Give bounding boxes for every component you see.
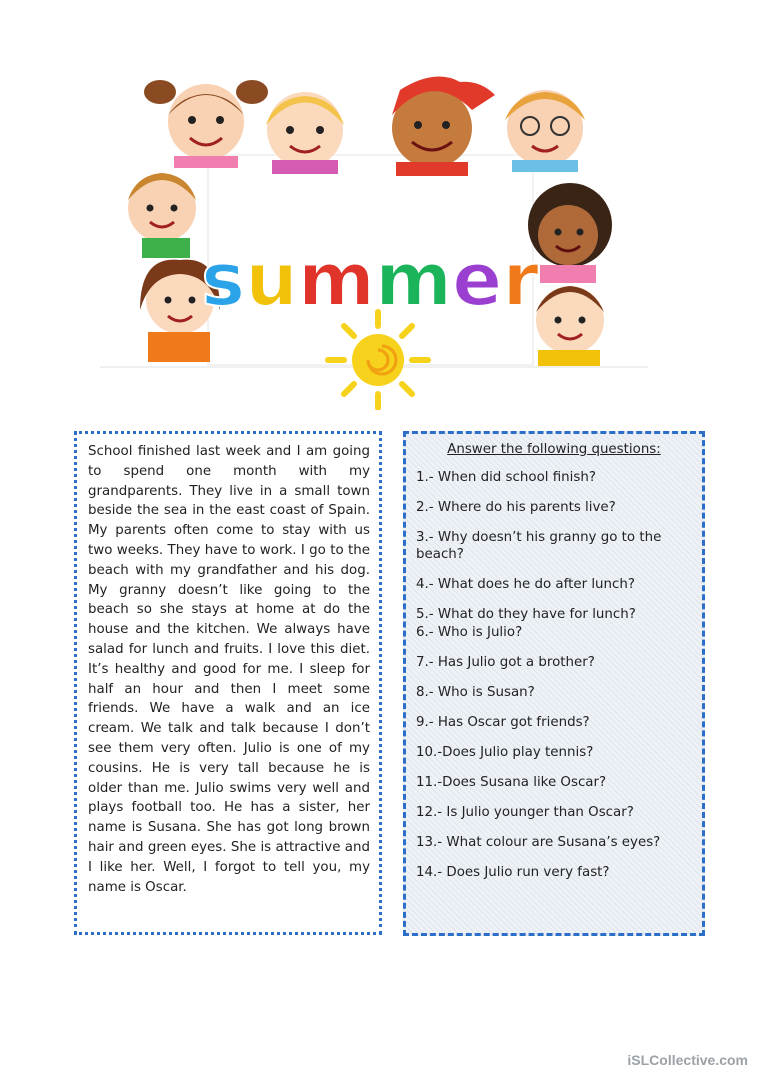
- question-item: 7.- Has Julio got a brother?: [416, 655, 595, 670]
- question-item: 2.- Where do his parents live?: [416, 500, 616, 515]
- question-item: 11.-Does Susana like Oscar?: [416, 775, 607, 790]
- question-item: 12.- Is Julio younger than Oscar?: [416, 805, 634, 820]
- question-item: 13.- What colour are Susana’s eyes?: [416, 835, 661, 850]
- summer-title-letter: m: [297, 237, 376, 323]
- summer-title-letter: r: [502, 237, 539, 323]
- questions-list: [416, 469, 692, 881]
- kid-blonde-girl: [266, 92, 344, 174]
- kid-girl-curly-hair: [528, 183, 612, 283]
- question-item: 3.- Why doesn’t his granny go to the beach?: [416, 530, 662, 562]
- reading-passage-box: [74, 431, 382, 935]
- question-item: 4.- What does he do after lunch?: [416, 577, 635, 592]
- reading-passage: School finished last week and I am going to spend one month with my grandparents. They live in a small town beside the sea in the east coast of Spain. My parents often come to stay with us two weeks. They have to work. I go to the beach with my grandfather and his dog. My granny doesn’t like going to the beach so she stays at home at do the house and the kitchen. We always have salad for lunch and fruits. I love this diet. It’s healthy and good for me. I sleep for half an hour and then I meet some friends. We have a walk and an ice cream. We talk and talk because I don’t see them very often. Julio is one of my cousins. He is very tall because he is older than me. Julio swims very well and plays football too. He has a sister, her name is Susana. She has got long brown hair and green eyes. She is attractive and I like her. Well, I forgot to tell you, my name is Oscar.: [88, 444, 370, 895]
- summer-title-letter: s: [201, 237, 246, 323]
- question-item: 14.- Does Julio run very fast?: [416, 865, 610, 880]
- kid-boy-yellow: [536, 286, 604, 366]
- summer-title-letter: e: [452, 237, 503, 323]
- summer-title: [201, 237, 539, 323]
- question-item: 8.- Who is Susan?: [416, 685, 535, 700]
- sun-icon: [328, 312, 428, 408]
- question-item: 10.-Does Julio play tennis?: [416, 745, 594, 760]
- question-item: 5.- What do they have for lunch?: [416, 607, 636, 622]
- question-item: 9.- Has Oscar got friends?: [416, 715, 590, 730]
- questions-box: [403, 431, 705, 936]
- summer-title-letter: m: [375, 237, 453, 323]
- summer-header-illustration: [100, 60, 660, 410]
- watermark-text: iSLCollective.com: [627, 1052, 748, 1068]
- kid-boy-green-shirt: [128, 173, 196, 258]
- summer-title-letter: u: [245, 237, 298, 323]
- question-item: 1.- When did school finish?: [416, 470, 596, 485]
- question-item: 6.- Who is Julio?: [416, 625, 523, 640]
- questions-title: Answer the following questions:: [447, 442, 661, 457]
